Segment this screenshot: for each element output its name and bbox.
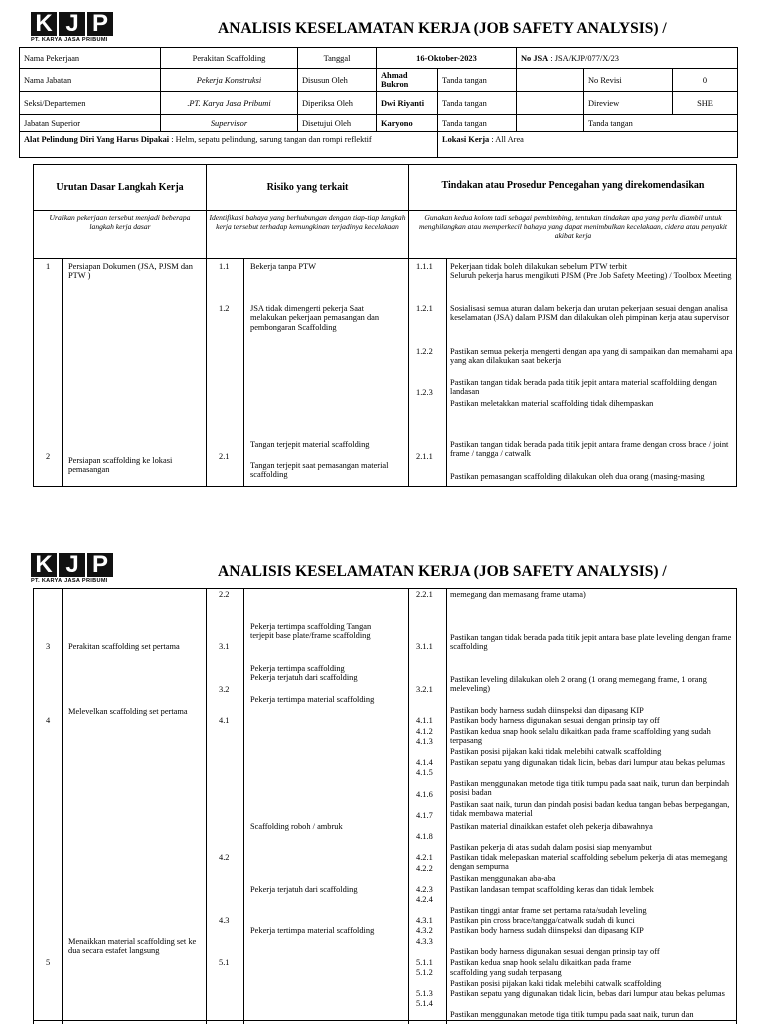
step-text: Melevelkan scaffolding set pertama [68, 707, 188, 716]
action-text: Pastikan tidak melepaskan material scaffolding sebelum pekerja di atas memegang dengan sempurna [450, 853, 728, 872]
action-text: Pastikan meletakkan material scaffolding tidak dihempaskan [450, 399, 654, 408]
action-text: scaffolding yang sudah terpasang [450, 968, 562, 977]
label-direview: Direview [584, 92, 673, 115]
logo-letter-j: J [59, 12, 85, 36]
action-text: Pekerjaan tidak boleh dilakukan sebelum PTW terbit [450, 262, 628, 271]
risk-no: 3.1 [219, 642, 230, 651]
action-text: Pastikan menggunakan metode tiga titik tumpu pada saat naik, turun dan berpindah posisi badan [450, 779, 730, 798]
risk-text: Pekerja tertimpa material scaffolding [250, 695, 375, 704]
action-no: 2.2.1 [416, 590, 433, 599]
info-table [19, 47, 738, 158]
risk-no: 1.1 [219, 262, 230, 271]
tanda-tangan-disusun: Tanda tangan [438, 69, 517, 92]
value-no-jsa: : JSA/KJP/077/X/23 [550, 53, 619, 63]
action-no: 4.1.5 [416, 768, 433, 777]
action-no: 1.2.3 [416, 388, 433, 397]
value-lokasi: : All Area [491, 135, 524, 144]
label-disetujui: Disetujui Oleh [298, 115, 377, 132]
step-text: Perakitan scaffolding set pertama [68, 642, 180, 651]
action-text: Pastikan posisi pijakan kaki tidak melebihi catwalk scaffolding [450, 747, 662, 756]
action-text: Pastikan body harness digunakan sesuai dengan prinsip tay off [450, 716, 660, 725]
risk-text: Pekerja tertimpa material scaffolding [250, 926, 375, 935]
risk-no: 2.2 [219, 590, 230, 599]
tanda-tangan-direview: Tanda tangan [584, 115, 738, 132]
action-no: 3.1.1 [416, 642, 433, 651]
action-text: Pastikan sepatu yang digunakan tidak licin, bebas dari lumpur atau bekas pelumas [450, 758, 725, 767]
action-text: Pastikan semua pekerja mengerti dengan apa yang di sampaikan dan memahami apa yang akan dilakukan saat bekerja [450, 347, 733, 366]
label-lokasi: Lokasi Kerja [442, 135, 490, 144]
action-text: Pastikan pekerja di atas sudah dalam posisi siap menyambut [450, 843, 652, 852]
risk-no: 5.1 [219, 958, 230, 967]
step-no: 1 [46, 262, 51, 271]
action-no: 5.1.2 [416, 968, 433, 977]
risk-text: Pekerja terjatuh dari scaffolding [250, 885, 358, 894]
action-no: 4.2.3 [416, 885, 433, 894]
label-no-jsa: No JSA [521, 53, 549, 63]
step-no: 5 [46, 958, 51, 967]
logo-letter-j: J [59, 553, 85, 577]
label-nama-pekerjaan: Nama Pekerjaan [20, 48, 161, 69]
label-diperiksa: Diperiksa Oleh [298, 92, 377, 115]
action-text: Pastikan pin cross brace/tangga/catwalk sudah di kunci [450, 916, 635, 925]
action-no: 3.2.1 [416, 685, 433, 694]
action-text: Pastikan kedua snap hook selalu dikaitkan pada frame [450, 958, 632, 967]
value-disetujui: Karyono [377, 115, 438, 132]
risk-no: 2.1 [219, 452, 230, 461]
action-text: Pastikan landasan tempat scaffolding keras dan tidak lembek [450, 885, 654, 894]
action-no: 4.1.2 [416, 727, 433, 736]
action-no: 4.1.1 [416, 716, 433, 725]
value-disusun: Ahmad Bukron [377, 69, 438, 92]
action-no: 4.2.1 [416, 853, 433, 862]
company-logo [31, 12, 117, 43]
label-atasan: Jabatan Superior [20, 115, 161, 132]
action-text: Pastikan tangan tidak berada pada titik jepit antara material scaffoldiing dengan landasan [450, 378, 717, 397]
logo-letter-p: P [87, 553, 113, 577]
risk-text: Scaffolding roboh / ambruk [250, 822, 343, 831]
value-nama-pekerjaan: Perakitan Scaffolding [161, 48, 298, 69]
action-text: Pastikan body harness digunakan sesuai dengan prinsip tay off [450, 947, 660, 956]
action-no: 4.3.1 [416, 916, 433, 925]
risk-no: 4.2 [219, 853, 230, 862]
action-no: 4.1.4 [416, 758, 433, 767]
step-text: Menaikkan material scaffolding set ke dua secara estafet langsung [68, 937, 197, 956]
action-text: Pastikan pemasangan scaffolding dilakukan oleh dua orang (masing-masing [450, 472, 705, 481]
action-no: 5.1.4 [416, 999, 433, 1008]
label-apd: Alat Pelindung Diri Yang Harus Dipakai [24, 135, 170, 144]
risk-text: Pekerja tertimpa scaffolding [250, 664, 345, 673]
step-no: 4 [46, 716, 51, 725]
action-text: Pastikan body harness sudah diinspeksi dan dipasang KIP [450, 706, 644, 715]
label-disusun: Disusun Oleh [298, 69, 377, 92]
action-no: 1.2.1 [416, 304, 433, 313]
value-tanggal: 16-Oktober-2023 [377, 48, 517, 69]
risk-text: Bekerja tanpa PTW [250, 262, 317, 271]
header-langkah-kerja: Urutan Dasar Langkah Kerja [56, 182, 184, 193]
action-text: Pastikan sepatu yang digunakan tidak licin, bebas dari lumpur atau bekas pelumas [450, 989, 725, 998]
action-text: Pastikan tangan tidak berada pada titik jepit antara base plate leveling dengan frame scaffolding [450, 633, 732, 652]
page-title: ANALISIS KESELAMATAN KERJA (JOB SAFETY ANALYSIS) / [218, 563, 667, 580]
risk-text: Tangan terjepit material scaffolding [250, 440, 370, 449]
value-apd: : Helm, sepatu pelindung, sarung tangan dan rompi reflektif [171, 135, 372, 144]
action-no: 5.1.1 [416, 958, 433, 967]
action-text: Pastikan tinggi antar frame set pertama rata/sudah leveling [450, 906, 647, 915]
risk-text: Pekerja terjatuh dari scaffolding [250, 673, 358, 682]
action-no: 1.2.2 [416, 347, 433, 356]
header-tindakan: Tindakan atau Prosedur Pencegahan yang direkomendasikan [441, 180, 705, 191]
action-text: Pastikan kedua snap hook selalu dikaitkan pada frame scaffolding yang sudah terpasang [450, 727, 711, 746]
value-direview: SHE [673, 92, 738, 115]
tanda-tangan-diperiksa: Tanda tangan [438, 92, 517, 115]
action-text: Pastikan menggunakan metode tiga titik tumpu pada saat naik, turun dan [450, 1010, 694, 1019]
tanda-tangan-disetujui: Tanda tangan [438, 115, 517, 132]
value-diperiksa: Dwi Riyanti [377, 92, 438, 115]
action-text: memegang dan memasang frame utama) [450, 590, 586, 599]
step-text: Persiapan scaffolding ke lokasi pemasangan [68, 456, 173, 475]
page-title: ANALISIS KESELAMATAN KERJA (JOB SAFETY ANALYSIS) / [218, 20, 667, 37]
action-no: 4.3.3 [416, 937, 433, 946]
desc-risiko: Identifikasi bahaya yang berhubungan dengan tiap-tiap langkah kerja tersebut terhadap kemungkinan terjadinya kecelakaan [209, 213, 406, 231]
action-no: 4.2.2 [416, 864, 433, 873]
risk-no: 4.3 [219, 916, 230, 925]
desc-tindakan: Gunakan kedua kolom tadi sebagai pembimbing, tentukan tindakan apa yang perlu diambil untuk menghilangkan atau memperkecil bahaya yang dapat menimbulkan kecelakaan, cidera atau penyakit akibat kerja [418, 213, 728, 240]
step-no: 3 [46, 642, 51, 651]
action-text: Pastikan posisi pijakan kaki tidak melebihi catwalk scaffolding [450, 979, 662, 988]
header-risiko: Risiko yang terkait [266, 182, 349, 193]
risk-no: 3.2 [219, 685, 230, 694]
risk-no: 1.2 [219, 304, 230, 313]
label-tanggal: Tanggal [298, 48, 377, 69]
action-no: 4.1.7 [416, 811, 433, 820]
risk-no: 4.1 [219, 716, 230, 725]
action-no: 4.1.6 [416, 790, 433, 799]
action-text: Pastikan saat naik, turun dan pindah posisi badan kedua tangan bebas berpegangan, tidak membawa material [450, 800, 730, 819]
value-atasan: Supervisor [161, 115, 298, 132]
action-no: 2.1.1 [416, 452, 433, 461]
action-no: 5.1.3 [416, 989, 433, 998]
label-no-revisi: No Revisi [584, 69, 673, 92]
label-nama-jabatan: Nama Jabatan [20, 69, 161, 92]
step-text: Persiapan Dokumen (JSA, PJSM dan PTW ) [68, 262, 193, 281]
action-no: 4.3.2 [416, 926, 433, 935]
risk-text: Tangan terjepit saat pemasangan material scaffolding [250, 461, 389, 480]
logo-letter-k: K [31, 12, 57, 36]
company-name: PT. KARYA JASA PRIBUMI [31, 37, 108, 43]
desc-langkah-kerja: Uraikan pekerjaan tersebut menjadi beberapa langkah kerja dasar [49, 213, 191, 231]
value-nama-jabatan: Pekerja Konstruksi [161, 69, 298, 92]
action-text: Pastikan menggunakan aba-aba [450, 874, 556, 883]
action-text: Sosialisasi semua aturan dalam bekerja dan urutan pekerjaan sesuai dengan analisa keselamatan (JSA) dalam PJSM dan dilakukan oleh pimpinan kerja atau supervisor [450, 304, 730, 323]
action-text: Pastikan leveling dilakukan oleh 2 orang (1 orang memegang frame, 1 orang meleveling) [450, 675, 707, 694]
action-no: 4.1.8 [416, 832, 433, 841]
action-text: Pastikan material dinaikkan estafet oleh pekerja dibawahnya [450, 822, 653, 831]
action-no: 4.2.4 [416, 895, 433, 904]
step-no: 2 [46, 452, 51, 461]
company-name: PT. KARYA JASA PRIBUMI [31, 578, 108, 584]
logo-letter-p: P [87, 12, 113, 36]
risk-text: Pekerja tertimpa scaffolding Tangan terjepit base plate/frame scaffolding [250, 622, 372, 641]
action-no: 1.1.1 [416, 262, 433, 271]
risk-text: JSA tidak dimengerti pekerja Saat melakukan pekerjaan pemasangan dan pembongaran Scaffolding [250, 304, 380, 332]
company-logo [31, 553, 117, 584]
action-text: Seluruh pekerja harus mengikuti PJSM (Pre Job Safety Meeting) / Toolbox Meeting [450, 271, 732, 280]
logo-letter-k: K [31, 553, 57, 577]
value-seksi: .PT. Karya Jasa Pribumi [161, 92, 298, 115]
value-no-revisi: 0 [673, 69, 738, 92]
action-no: 4.1.3 [416, 737, 433, 746]
action-text: Pastikan tangan tidak berada pada titik jepit antara frame dengan cross brace / joint frame / tangga / catwalk [450, 440, 729, 459]
action-text: Pastikan body harness sudah diinspeksi dan dipasang KIP [450, 926, 644, 935]
label-seksi: Seksi/Departemen [20, 92, 161, 115]
